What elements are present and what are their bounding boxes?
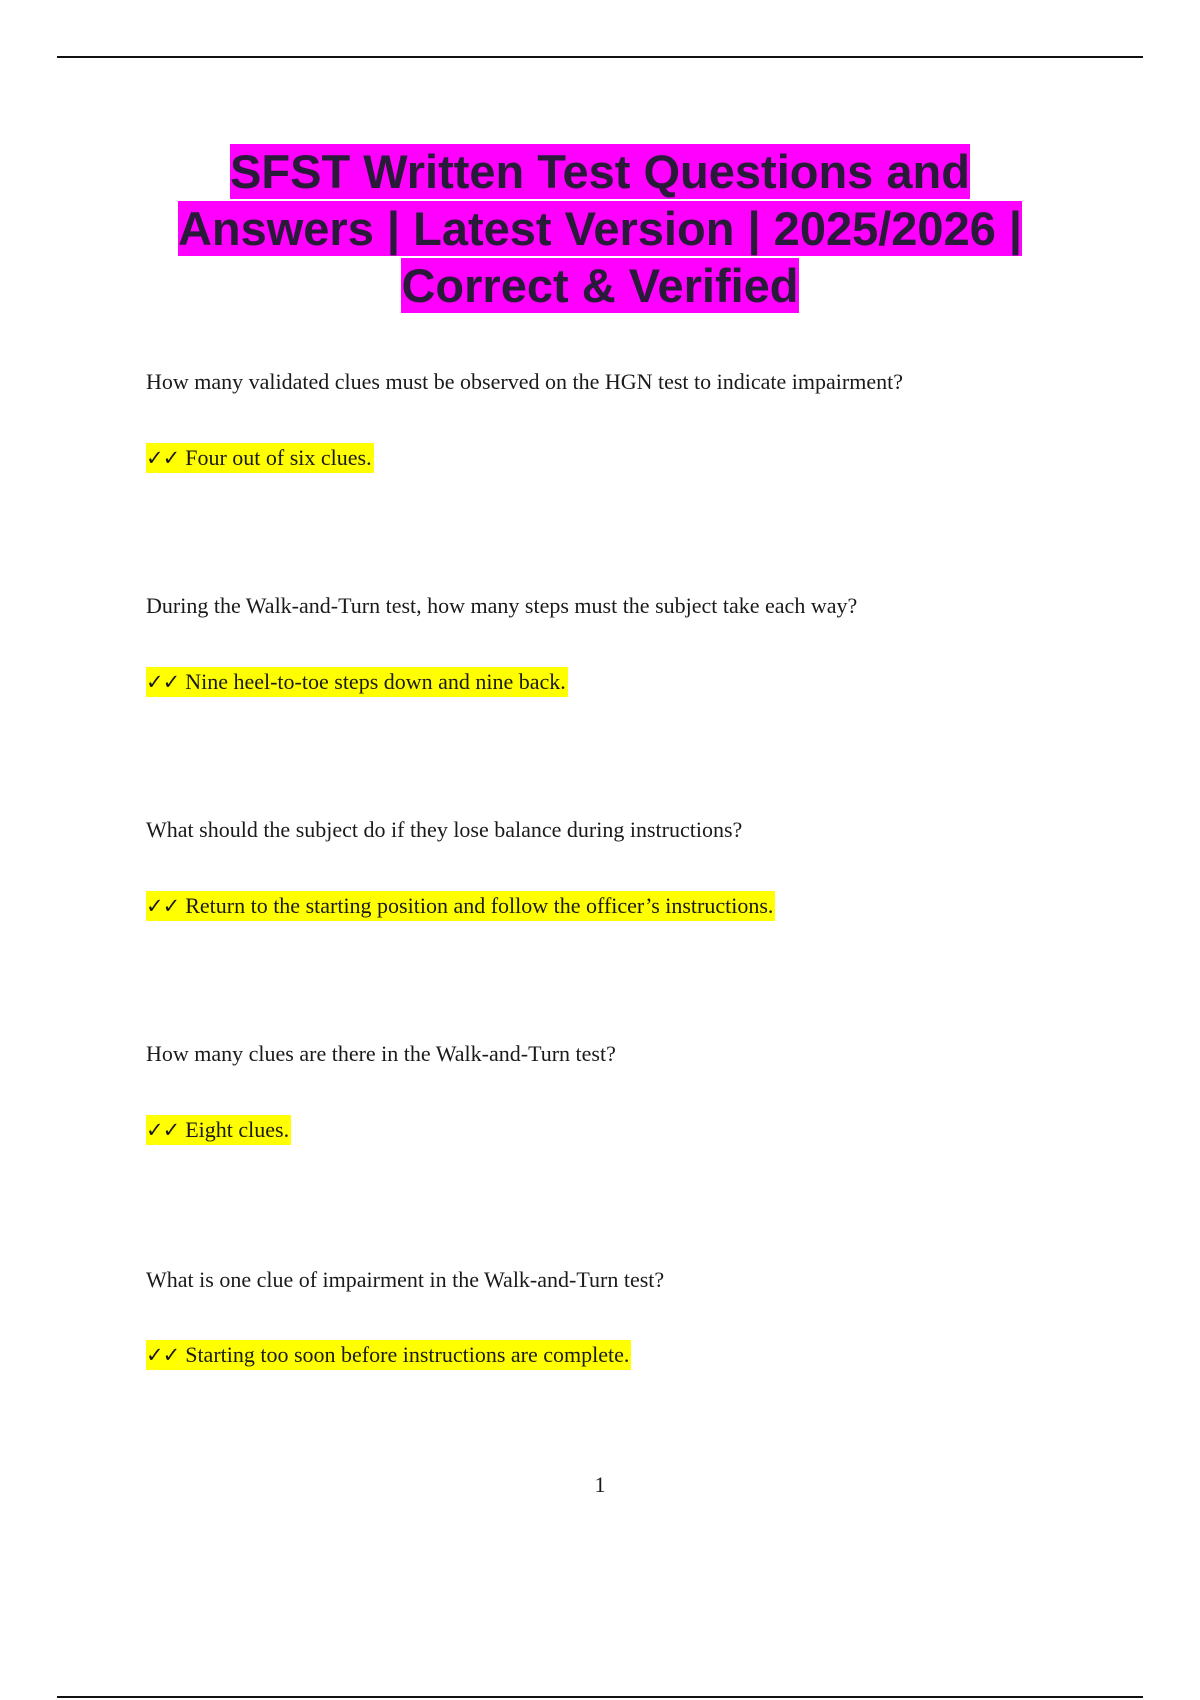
- bottom-rule: [57, 1696, 1143, 1698]
- top-rule: [57, 56, 1143, 58]
- question-text: How many clues are there in the Walk-and-Turn test?: [146, 1041, 616, 1066]
- answer-text: Four out of six clues.: [185, 445, 372, 470]
- question-text: During the Walk-and-Turn test, how many steps must the subject take each way?: [146, 593, 858, 618]
- answer: [146, 668, 568, 696]
- answer-highlight: [146, 1340, 631, 1370]
- double-check-icon: ✓✓: [146, 894, 180, 918]
- title-line-2: Answers | Latest Version | 2025/2026 |: [177, 202, 1023, 255]
- answer-highlight: [146, 1115, 291, 1145]
- answer-highlight: [146, 667, 568, 697]
- title-line-3: Correct & Verified: [401, 259, 799, 312]
- answer: [146, 892, 775, 920]
- answer: [146, 1341, 631, 1369]
- answer-text: Starting too soon before instructions are complete.: [185, 1342, 630, 1367]
- answer-highlight: [146, 891, 775, 921]
- answer: [146, 1116, 291, 1144]
- question-text: How many validated clues must be observed on the HGN test to indicate impairment?: [146, 369, 903, 394]
- answer-text: Eight clues.: [185, 1117, 290, 1142]
- double-check-icon: ✓✓: [146, 446, 180, 470]
- question-text: What should the subject do if they lose balance during instructions?: [146, 817, 743, 842]
- double-check-icon: ✓✓: [146, 1343, 180, 1367]
- answer: [146, 444, 374, 472]
- answer-text: Return to the starting position and follow the officer’s instructions.: [185, 893, 774, 918]
- double-check-icon: ✓✓: [146, 670, 180, 694]
- double-check-icon: ✓✓: [146, 1118, 180, 1142]
- answer-text: Nine heel-to-toe steps down and nine back.: [185, 669, 566, 694]
- document-title: [100, 143, 1100, 314]
- page-number: 1: [594, 1472, 606, 1497]
- title-line-1: SFST Written Test Questions and: [230, 145, 970, 198]
- question-text: What is one clue of impairment in the Walk-and-Turn test?: [146, 1267, 665, 1292]
- answer-highlight: [146, 443, 374, 473]
